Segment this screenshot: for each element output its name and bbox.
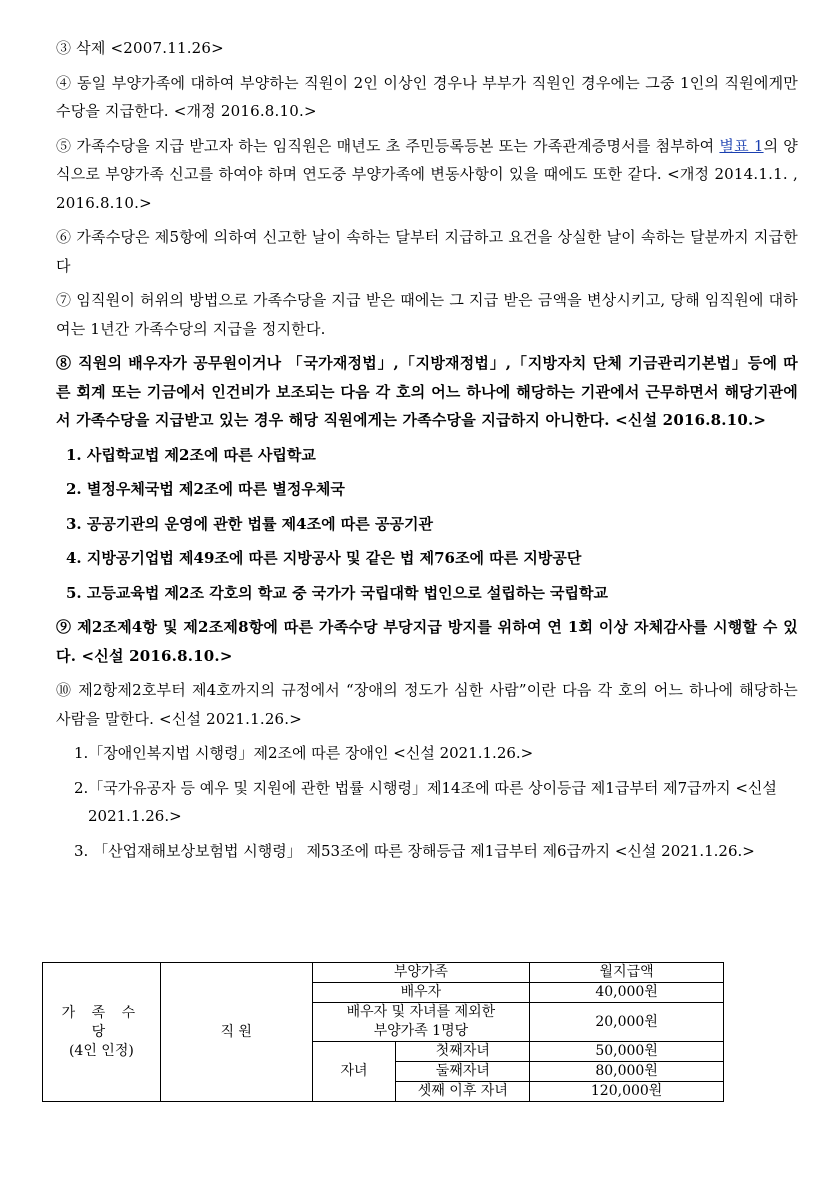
child-2-amount: 80,000원 <box>530 1062 724 1082</box>
appendix-1-link[interactable]: 별표 1 <box>719 136 764 155</box>
list-item: 1. 사립학교법 제2조에 따른 사립학교 <box>66 445 316 464</box>
row-header <box>43 963 161 1102</box>
paragraph-6: ⑥ 가족수당은 제5항에 의하여 신고한 날이 속하는 달부터 지급하고 요건을 상실한 날이 속하는 달분까지 지급한다 <box>56 228 798 275</box>
paragraph-5 <box>56 132 798 218</box>
child-1-cell: 첫째자녀 <box>396 1042 530 1062</box>
col-header-amount: 월지급액 <box>530 963 724 983</box>
list-item: 2. 별정우체국법 제2조에 따른 별정우체국 <box>66 480 345 498</box>
list-item: 3. 「산업재해보상보험법 시행령」 제53조에 따른 장해등급 제1급부터 제6급까지 <신설 2021.1.26.> <box>74 841 755 860</box>
list-item: 1.「장애인복지법 시행령」제2조에 따른 장애인 <신설 2021.1.26.> <box>74 744 534 762</box>
paragraph-10: ⑩ 제2항제2호부터 제4호까지의 규정에서 “장애의 정도가 심한 사람”이란 다음 각 호의 어느 하나에 해당하는 사람을 말한다. <신설 2021.1.26.> <box>56 681 798 728</box>
paragraph-5-text-b: 의 양식으로 부양가족 신고를 하여야 하며 연도중 부양가족에 변동사항이 있을 때에도 또한 같다. <개정 2014.1.1. , 2016.8.10.> <box>56 136 799 212</box>
other-dependents-line-1: 배우자 및 자녀를 제외한 <box>346 1004 496 1020</box>
row-header-line-1: 가 족 수 당 <box>61 1004 142 1040</box>
list-item: 3. 공공기관의 운영에 관한 법률 제4조에 따른 공공기관 <box>66 514 433 533</box>
child-1-amount: 50,000원 <box>530 1042 724 1062</box>
child-2-cell: 둘째자녀 <box>396 1062 530 1082</box>
list-item: 2.「국가유공자 등 예우 및 지원에 관한 법률 시행령」제14조에 따른 상이등급 제1급부터 제7급까지 <신설 2021.1.26.> <box>74 778 777 825</box>
target-cell: 직 원 <box>160 963 312 1102</box>
paragraph-5-text-a: ⑤ 가족수당을 지급 받고자 하는 임직원은 매년도 초 주민등록등본 또는 가족관계증명서를 첨부하여 <box>56 136 720 155</box>
row-header-line-2: (4인 인정) <box>68 1042 134 1059</box>
spouse-cell: 배우자 <box>312 983 530 1003</box>
paragraph-7: ⑦ 임직원이 허위의 방법으로 가족수당을 지급 받은 때에는 그 지급 받은 금액을 변상시키고, 당해 임직원에 대하여는 1년간 가족수당의 지급을 정지한다. <box>56 291 798 338</box>
col-header-family: 부양가족 <box>312 963 530 983</box>
list-item: 5. 고등교육법 제2조 각호의 학교 중 국가가 국립대학 법인으로 설립하는 국립학교 <box>66 583 609 602</box>
paragraph-3: ③ 삭제 <2007.11.26> <box>56 39 224 57</box>
child-3-cell: 셋째 이후 자녀 <box>396 1082 530 1102</box>
other-dependents-cell <box>312 1003 530 1042</box>
paragraph-4: ④ 동일 부양가족에 대하여 부양하는 직원이 2인 이상인 경우나 부부가 직원인 경우에는 그중 1인의 직원에게만 수당을 지급한다. <개정 2016.8.10.> <box>56 73 798 120</box>
paragraph-9: ⑨ 제2조제4항 및 제2조제8항에 따른 가족수당 부당지급 방지를 위하여 연 1회 이상 자체감사를 시행할 수 있다. <신설 2016.8.10.> <box>56 618 798 665</box>
list-item: 4. 지방공기업법 제49조에 따른 지방공사 및 같은 법 제76조에 따른 지방공단 <box>66 549 582 567</box>
child-3-amount: 120,000원 <box>530 1082 724 1102</box>
other-dependents-line-2: 부양가족 1명당 <box>373 1023 469 1039</box>
document-body <box>56 34 798 871</box>
children-cell: 자녀 <box>312 1042 396 1102</box>
other-dependents-amount: 20,000원 <box>530 1003 724 1042</box>
spouse-amount: 40,000원 <box>530 983 724 1003</box>
family-allowance-table <box>42 962 724 1102</box>
paragraph-8: ⑧ 직원의 배우자가 공무원이거나 「국가재정법」,「지방재정법」,「지방자치 단체 기금관리기본법」등에 따른 회계 또는 기금에서 인건비가 보조되는 다음 각 호의 어느 하나에 해당하는 기관에서 근무하면서 해당기관에서 가족수당을 지급받고 있는 경우 해당 직원에게는 가족수당을 지급하지 아니한다. <신설 2016.8.10.> <box>56 354 798 429</box>
